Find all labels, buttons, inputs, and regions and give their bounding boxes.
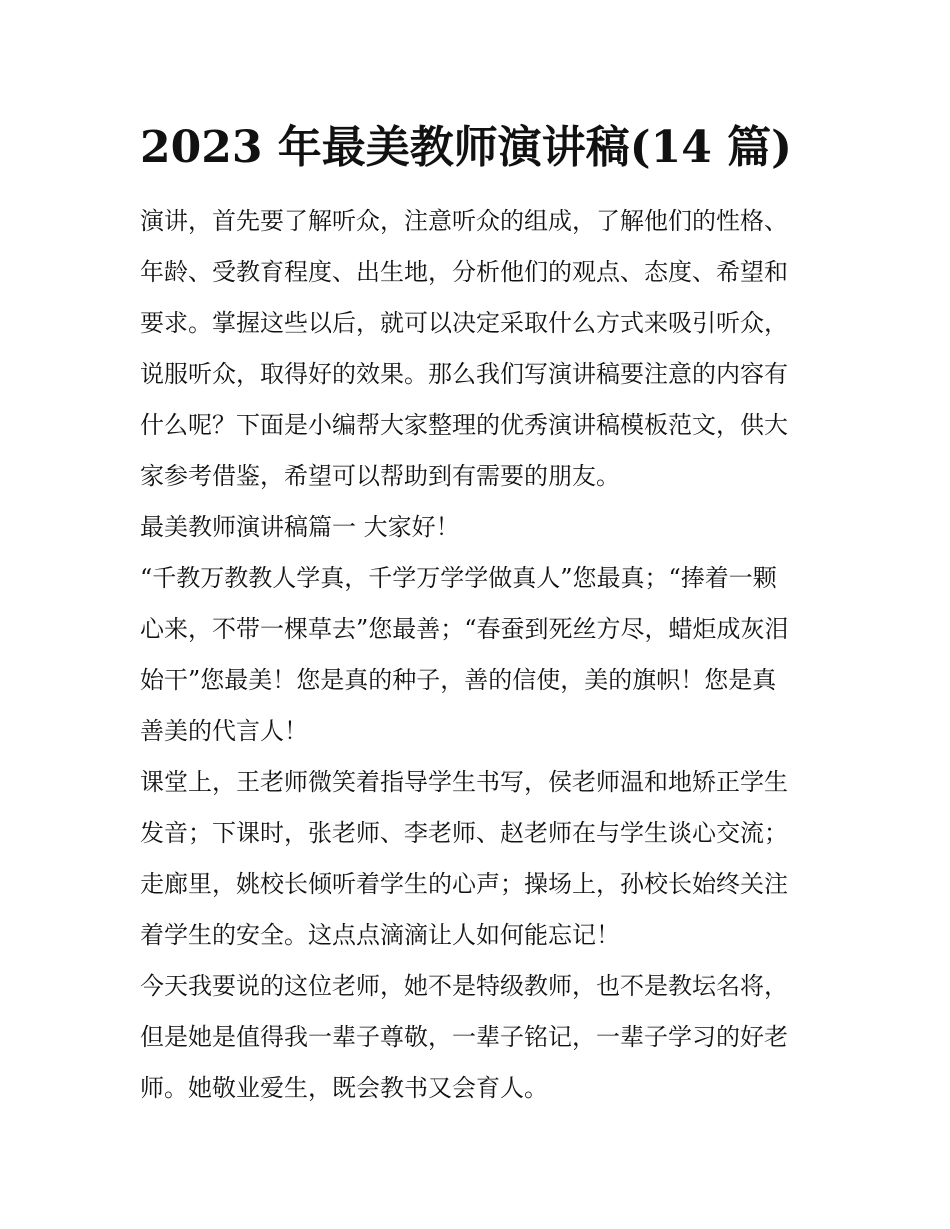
paragraph-line: 演讲，首先要了解听众，注意听众的组成，了解他们的性格、 [140,207,788,235]
paragraph-line: 着学生的安全。这点点滴滴让人如何能忘记！ [140,921,620,949]
paragraph-line: 家参考借鉴，希望可以帮助到有需要的朋友。 [140,462,620,490]
section-heading-line: 最美教师演讲稿篇一 大家好！ [140,513,460,541]
paragraph-line: 心来，不带一棵草去”您最善；“春蚕到死丝方尽，蜡炬成灰泪 [140,615,789,643]
document-title: 2023 年最美教师演讲稿(14 篇) [140,122,792,173]
paragraph-line: 要求。掌握这些以后，就可以决定采取什么方式来吸引听众， [140,309,788,337]
paragraph-line: 走廊里，姚校长倾听着学生的心声；操场上，孙校长始终关注 [140,870,788,898]
paragraph-line: 师。她敬业爱生，既会教书又会育人。 [140,1074,548,1102]
paragraph-line: 善美的代言人！ [140,717,308,745]
paragraph-line: 年龄、受教育程度、出生地，分析他们的观点、态度、希望和 [140,258,788,286]
paragraph-line: 什么呢？下面是小编帮大家整理的优秀演讲稿模板范文，供大 [140,411,788,439]
paragraph-line: 课堂上，王老师微笑着指导学生书写，侯老师温和地矫正学生 [140,768,788,796]
paragraph-line: 发音；下课时，张老师、李老师、赵老师在与学生谈心交流； [140,819,788,847]
paragraph-line: “千教万教教人学真，千学万学学做真人”您最真；“捧着一颗 [140,564,777,592]
paragraph-line: 说服听众，取得好的效果。那么我们写演讲稿要注意的内容有 [140,360,788,388]
document-body [140,196,816,1114]
paragraph-line: 始干”您最美！您是真的种子，善的信使，美的旗帜！您是真 [140,666,777,694]
paragraph-line: 但是她是值得我一辈子尊敬，一辈子铭记，一辈子学习的好老 [140,1023,788,1051]
paragraph-line: 今天我要说的这位老师，她不是特级教师，也不是教坛名将， [140,972,788,1000]
